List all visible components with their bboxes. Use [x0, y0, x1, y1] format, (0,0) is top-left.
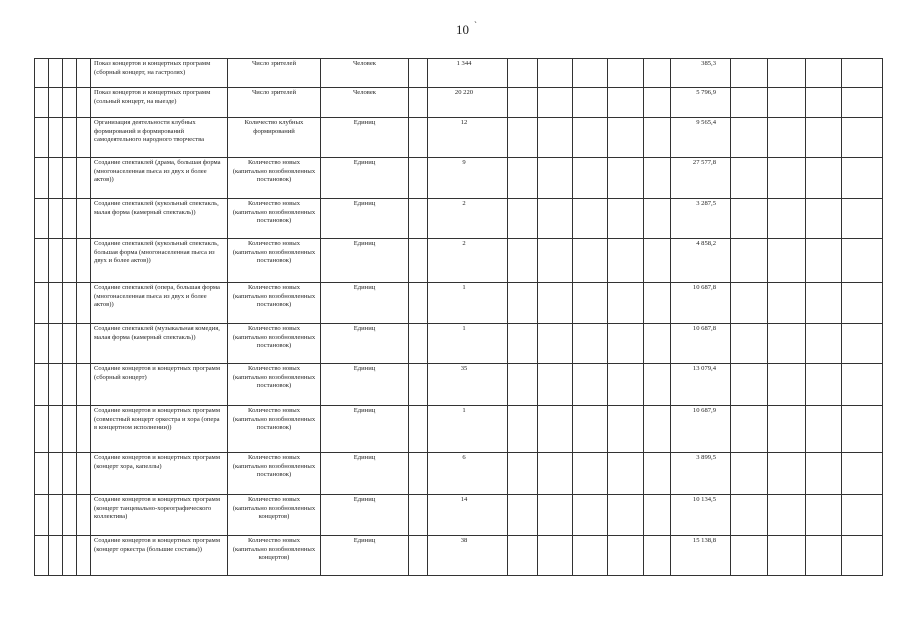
- empty-cell: [77, 88, 91, 118]
- empty-cell: [538, 59, 573, 88]
- empty-cell: [538, 453, 573, 495]
- empty-cell: [608, 406, 644, 453]
- table-row: [35, 495, 883, 536]
- count-cell: 6: [428, 453, 508, 495]
- indicator-cell: Число зрителей: [228, 88, 321, 118]
- empty-cell: [608, 495, 644, 536]
- unit-cell: Человек: [321, 59, 409, 88]
- empty-cell: [644, 158, 671, 199]
- empty-cell: [508, 536, 538, 576]
- empty-cell: [77, 406, 91, 453]
- table-row: [35, 406, 883, 453]
- count-cell: 20 220: [428, 88, 508, 118]
- empty-cell: [409, 199, 428, 239]
- empty-cell: [842, 364, 883, 406]
- empty-cell: [409, 324, 428, 364]
- service-name-cell: Показ концертов и концертных программ (сольный концерт, на выезде): [91, 88, 228, 118]
- empty-cell: [49, 283, 63, 324]
- value-cell: 5 796,9: [671, 88, 731, 118]
- empty-cell: [77, 283, 91, 324]
- empty-cell: [49, 59, 63, 88]
- table-row: [35, 118, 883, 158]
- indicator-cell: Количество новых (капитально возобновленных постановок): [228, 364, 321, 406]
- empty-cell: [608, 118, 644, 158]
- indicator-cell: Количество новых (капитально возобновленных постановок): [228, 199, 321, 239]
- empty-cell: [768, 324, 806, 364]
- empty-cell: [731, 118, 768, 158]
- empty-cell: [77, 364, 91, 406]
- empty-cell: [842, 536, 883, 576]
- count-cell: 14: [428, 495, 508, 536]
- empty-cell: [644, 453, 671, 495]
- empty-cell: [644, 324, 671, 364]
- indicator-cell: Число зрителей: [228, 59, 321, 88]
- empty-cell: [806, 324, 842, 364]
- empty-cell: [573, 118, 608, 158]
- empty-cell: [63, 364, 77, 406]
- empty-cell: [35, 88, 49, 118]
- empty-cell: [35, 199, 49, 239]
- empty-cell: [806, 406, 842, 453]
- indicator-cell: Количество новых (капитально возобновленных постановок): [228, 406, 321, 453]
- empty-cell: [842, 59, 883, 88]
- service-name-cell: Создание концертов и концертных программ (совместный концерт оркестра и хора (опера в концертном исполнении)): [91, 406, 228, 453]
- empty-cell: [768, 158, 806, 199]
- empty-cell: [49, 324, 63, 364]
- empty-cell: [768, 283, 806, 324]
- empty-cell: [608, 158, 644, 199]
- empty-cell: [77, 495, 91, 536]
- service-name-cell: Создание спектаклей (опера, большая форма (многонаселенная пьеса из двух и более актов)): [91, 283, 228, 324]
- empty-cell: [644, 199, 671, 239]
- empty-cell: [608, 324, 644, 364]
- empty-cell: [731, 495, 768, 536]
- empty-cell: [538, 239, 573, 283]
- empty-cell: [508, 283, 538, 324]
- empty-cell: [409, 364, 428, 406]
- empty-cell: [77, 324, 91, 364]
- services-table: [34, 58, 883, 576]
- empty-cell: [77, 118, 91, 158]
- empty-cell: [49, 364, 63, 406]
- service-name-cell: Создание концертов и концертных программ (сборный концерт): [91, 364, 228, 406]
- page-number: 10: [456, 22, 469, 37]
- service-name-cell: Создание концертов и концертных программ (концерт оркестра (большие составы)): [91, 536, 228, 576]
- empty-cell: [644, 536, 671, 576]
- empty-cell: [538, 283, 573, 324]
- empty-cell: [573, 364, 608, 406]
- empty-cell: [77, 59, 91, 88]
- empty-cell: [608, 199, 644, 239]
- empty-cell: [49, 406, 63, 453]
- empty-cell: [77, 199, 91, 239]
- empty-cell: [644, 88, 671, 118]
- empty-cell: [409, 239, 428, 283]
- empty-cell: [768, 59, 806, 88]
- count-cell: 2: [428, 239, 508, 283]
- empty-cell: [806, 495, 842, 536]
- empty-cell: [806, 59, 842, 88]
- empty-cell: [508, 324, 538, 364]
- empty-cell: [806, 453, 842, 495]
- indicator-cell: Количество новых (капитально возобновленных постановок): [228, 283, 321, 324]
- indicator-cell: Количество новых (капитально возобновленных концертов): [228, 495, 321, 536]
- empty-cell: [63, 88, 77, 118]
- service-name-cell: Создание спектаклей (музыкальная комедия, малая форма (камерный спектакль)): [91, 324, 228, 364]
- table-row: [35, 536, 883, 576]
- empty-cell: [573, 239, 608, 283]
- empty-cell: [409, 536, 428, 576]
- count-cell: 12: [428, 118, 508, 158]
- empty-cell: [49, 199, 63, 239]
- empty-cell: [409, 118, 428, 158]
- table-row: [35, 364, 883, 406]
- empty-cell: [508, 88, 538, 118]
- empty-cell: [538, 118, 573, 158]
- empty-cell: [608, 283, 644, 324]
- value-cell: 3 899,5: [671, 453, 731, 495]
- empty-cell: [409, 59, 428, 88]
- empty-cell: [35, 495, 49, 536]
- empty-cell: [644, 495, 671, 536]
- empty-cell: [731, 239, 768, 283]
- table-row: [35, 158, 883, 199]
- empty-cell: [573, 406, 608, 453]
- value-cell: 385,3: [671, 59, 731, 88]
- indicator-cell: Количество новых (капитально возобновленных постановок): [228, 158, 321, 199]
- empty-cell: [644, 283, 671, 324]
- empty-cell: [77, 239, 91, 283]
- empty-cell: [573, 283, 608, 324]
- empty-cell: [806, 536, 842, 576]
- empty-cell: [49, 118, 63, 158]
- empty-cell: [63, 199, 77, 239]
- empty-cell: [538, 495, 573, 536]
- unit-cell: Единиц: [321, 453, 409, 495]
- empty-cell: [806, 364, 842, 406]
- empty-cell: [842, 406, 883, 453]
- empty-cell: [573, 59, 608, 88]
- empty-cell: [538, 158, 573, 199]
- empty-cell: [806, 239, 842, 283]
- empty-cell: [573, 158, 608, 199]
- unit-cell: Единиц: [321, 406, 409, 453]
- service-name-cell: Создание концертов и концертных программ (концерт хора, капеллы): [91, 453, 228, 495]
- empty-cell: [573, 199, 608, 239]
- empty-cell: [768, 364, 806, 406]
- empty-cell: [409, 406, 428, 453]
- empty-cell: [731, 324, 768, 364]
- empty-cell: [806, 118, 842, 158]
- empty-cell: [806, 158, 842, 199]
- table-row: [35, 239, 883, 283]
- unit-cell: Единиц: [321, 199, 409, 239]
- indicator-cell: Количество новых (капитально возобновленных концертов): [228, 536, 321, 576]
- empty-cell: [409, 158, 428, 199]
- empty-cell: [508, 118, 538, 158]
- service-name-cell: Создание концертов и концертных программ (концерт танцевально-хореографического коллектива): [91, 495, 228, 536]
- empty-cell: [842, 88, 883, 118]
- empty-cell: [49, 158, 63, 199]
- empty-cell: [49, 88, 63, 118]
- empty-cell: [49, 536, 63, 576]
- empty-cell: [63, 118, 77, 158]
- table-row: [35, 283, 883, 324]
- empty-cell: [768, 199, 806, 239]
- value-cell: 10 687,8: [671, 283, 731, 324]
- empty-cell: [63, 239, 77, 283]
- empty-cell: [842, 453, 883, 495]
- empty-cell: [35, 239, 49, 283]
- empty-cell: [35, 364, 49, 406]
- empty-cell: [409, 495, 428, 536]
- empty-cell: [63, 324, 77, 364]
- empty-cell: [35, 324, 49, 364]
- empty-cell: [35, 406, 49, 453]
- empty-cell: [77, 536, 91, 576]
- empty-cell: [731, 536, 768, 576]
- empty-cell: [63, 536, 77, 576]
- value-cell: 13 079,4: [671, 364, 731, 406]
- empty-cell: [608, 239, 644, 283]
- empty-cell: [538, 536, 573, 576]
- table-row: [35, 453, 883, 495]
- count-cell: 35: [428, 364, 508, 406]
- value-cell: 10 687,9: [671, 406, 731, 453]
- unit-cell: Единиц: [321, 158, 409, 199]
- value-cell: 9 565,4: [671, 118, 731, 158]
- indicator-cell: Количество клубных формирований: [228, 118, 321, 158]
- empty-cell: [768, 536, 806, 576]
- value-cell: 4 858,2: [671, 239, 731, 283]
- empty-cell: [842, 118, 883, 158]
- unit-cell: Единиц: [321, 495, 409, 536]
- empty-cell: [35, 536, 49, 576]
- empty-cell: [409, 283, 428, 324]
- empty-cell: [508, 364, 538, 406]
- empty-cell: [731, 199, 768, 239]
- empty-cell: [573, 495, 608, 536]
- table-row: [35, 59, 883, 88]
- empty-cell: [49, 453, 63, 495]
- indicator-cell: Количество новых (капитально возобновленных постановок): [228, 239, 321, 283]
- empty-cell: [508, 406, 538, 453]
- empty-cell: [573, 453, 608, 495]
- empty-cell: [63, 453, 77, 495]
- empty-cell: [63, 495, 77, 536]
- empty-cell: [573, 324, 608, 364]
- value-cell: 27 577,8: [671, 158, 731, 199]
- empty-cell: [806, 88, 842, 118]
- count-cell: 38: [428, 536, 508, 576]
- empty-cell: [538, 324, 573, 364]
- value-cell: 15 138,8: [671, 536, 731, 576]
- empty-cell: [644, 59, 671, 88]
- count-cell: 1: [428, 283, 508, 324]
- empty-cell: [77, 158, 91, 199]
- empty-cell: [731, 453, 768, 495]
- service-name-cell: Создание спектаклей (драма, большая форма (многонаселенная пьеса из двух и более актов)): [91, 158, 228, 199]
- empty-cell: [842, 158, 883, 199]
- empty-cell: [538, 88, 573, 118]
- empty-cell: [842, 283, 883, 324]
- service-name-cell: Организация деятельности клубных формирований и формирований самодеятельного народного творчества: [91, 118, 228, 158]
- empty-cell: [731, 406, 768, 453]
- empty-cell: [768, 118, 806, 158]
- empty-cell: [508, 199, 538, 239]
- empty-cell: [842, 324, 883, 364]
- empty-cell: [49, 495, 63, 536]
- value-cell: 10 687,8: [671, 324, 731, 364]
- empty-cell: [49, 239, 63, 283]
- empty-cell: [644, 118, 671, 158]
- empty-cell: [35, 59, 49, 88]
- empty-cell: [608, 453, 644, 495]
- empty-cell: [538, 199, 573, 239]
- empty-cell: [731, 283, 768, 324]
- empty-cell: [842, 239, 883, 283]
- count-cell: 9: [428, 158, 508, 199]
- count-cell: 1: [428, 324, 508, 364]
- count-cell: 2: [428, 199, 508, 239]
- empty-cell: [409, 453, 428, 495]
- table-body: [35, 59, 883, 576]
- table-row: [35, 88, 883, 118]
- empty-cell: [35, 283, 49, 324]
- empty-cell: [842, 495, 883, 536]
- empty-cell: [644, 239, 671, 283]
- table-row: [35, 324, 883, 364]
- empty-cell: [768, 406, 806, 453]
- page-mark: `: [474, 20, 477, 30]
- empty-cell: [731, 59, 768, 88]
- unit-cell: Человек: [321, 88, 409, 118]
- empty-cell: [768, 453, 806, 495]
- table-row: [35, 199, 883, 239]
- empty-cell: [508, 158, 538, 199]
- empty-cell: [806, 283, 842, 324]
- unit-cell: Единиц: [321, 536, 409, 576]
- empty-cell: [538, 364, 573, 406]
- empty-cell: [768, 495, 806, 536]
- count-cell: 1: [428, 406, 508, 453]
- empty-cell: [35, 118, 49, 158]
- empty-cell: [35, 158, 49, 199]
- service-name-cell: Создание спектаклей (кукольный спектакль, большая форма (многонаселенная пьеса из двух и более актов)): [91, 239, 228, 283]
- unit-cell: Единиц: [321, 364, 409, 406]
- empty-cell: [731, 158, 768, 199]
- empty-cell: [508, 495, 538, 536]
- empty-cell: [508, 239, 538, 283]
- empty-cell: [644, 364, 671, 406]
- count-cell: 1 344: [428, 59, 508, 88]
- empty-cell: [63, 158, 77, 199]
- empty-cell: [768, 88, 806, 118]
- empty-cell: [608, 59, 644, 88]
- empty-cell: [644, 406, 671, 453]
- empty-cell: [63, 406, 77, 453]
- empty-cell: [608, 536, 644, 576]
- empty-cell: [538, 406, 573, 453]
- empty-cell: [842, 199, 883, 239]
- unit-cell: Единиц: [321, 239, 409, 283]
- empty-cell: [608, 364, 644, 406]
- unit-cell: Единиц: [321, 283, 409, 324]
- empty-cell: [731, 88, 768, 118]
- empty-cell: [806, 199, 842, 239]
- empty-cell: [35, 453, 49, 495]
- empty-cell: [63, 283, 77, 324]
- indicator-cell: Количество новых (капитально возобновленных постановок): [228, 324, 321, 364]
- empty-cell: [573, 536, 608, 576]
- empty-cell: [508, 453, 538, 495]
- service-name-cell: Показ концертов и концертных программ (сборный концерт, на гастролях): [91, 59, 228, 88]
- empty-cell: [77, 453, 91, 495]
- unit-cell: Единиц: [321, 118, 409, 158]
- empty-cell: [731, 364, 768, 406]
- unit-cell: Единиц: [321, 324, 409, 364]
- value-cell: 10 134,5: [671, 495, 731, 536]
- empty-cell: [608, 88, 644, 118]
- empty-cell: [63, 59, 77, 88]
- empty-cell: [409, 88, 428, 118]
- empty-cell: [573, 88, 608, 118]
- empty-cell: [768, 239, 806, 283]
- value-cell: 3 287,5: [671, 199, 731, 239]
- indicator-cell: Количество новых (капитально возобновленных постановок): [228, 453, 321, 495]
- empty-cell: [508, 59, 538, 88]
- service-name-cell: Создание спектаклей (кукольный спектакль, малая форма (камерный спектакль)): [91, 199, 228, 239]
